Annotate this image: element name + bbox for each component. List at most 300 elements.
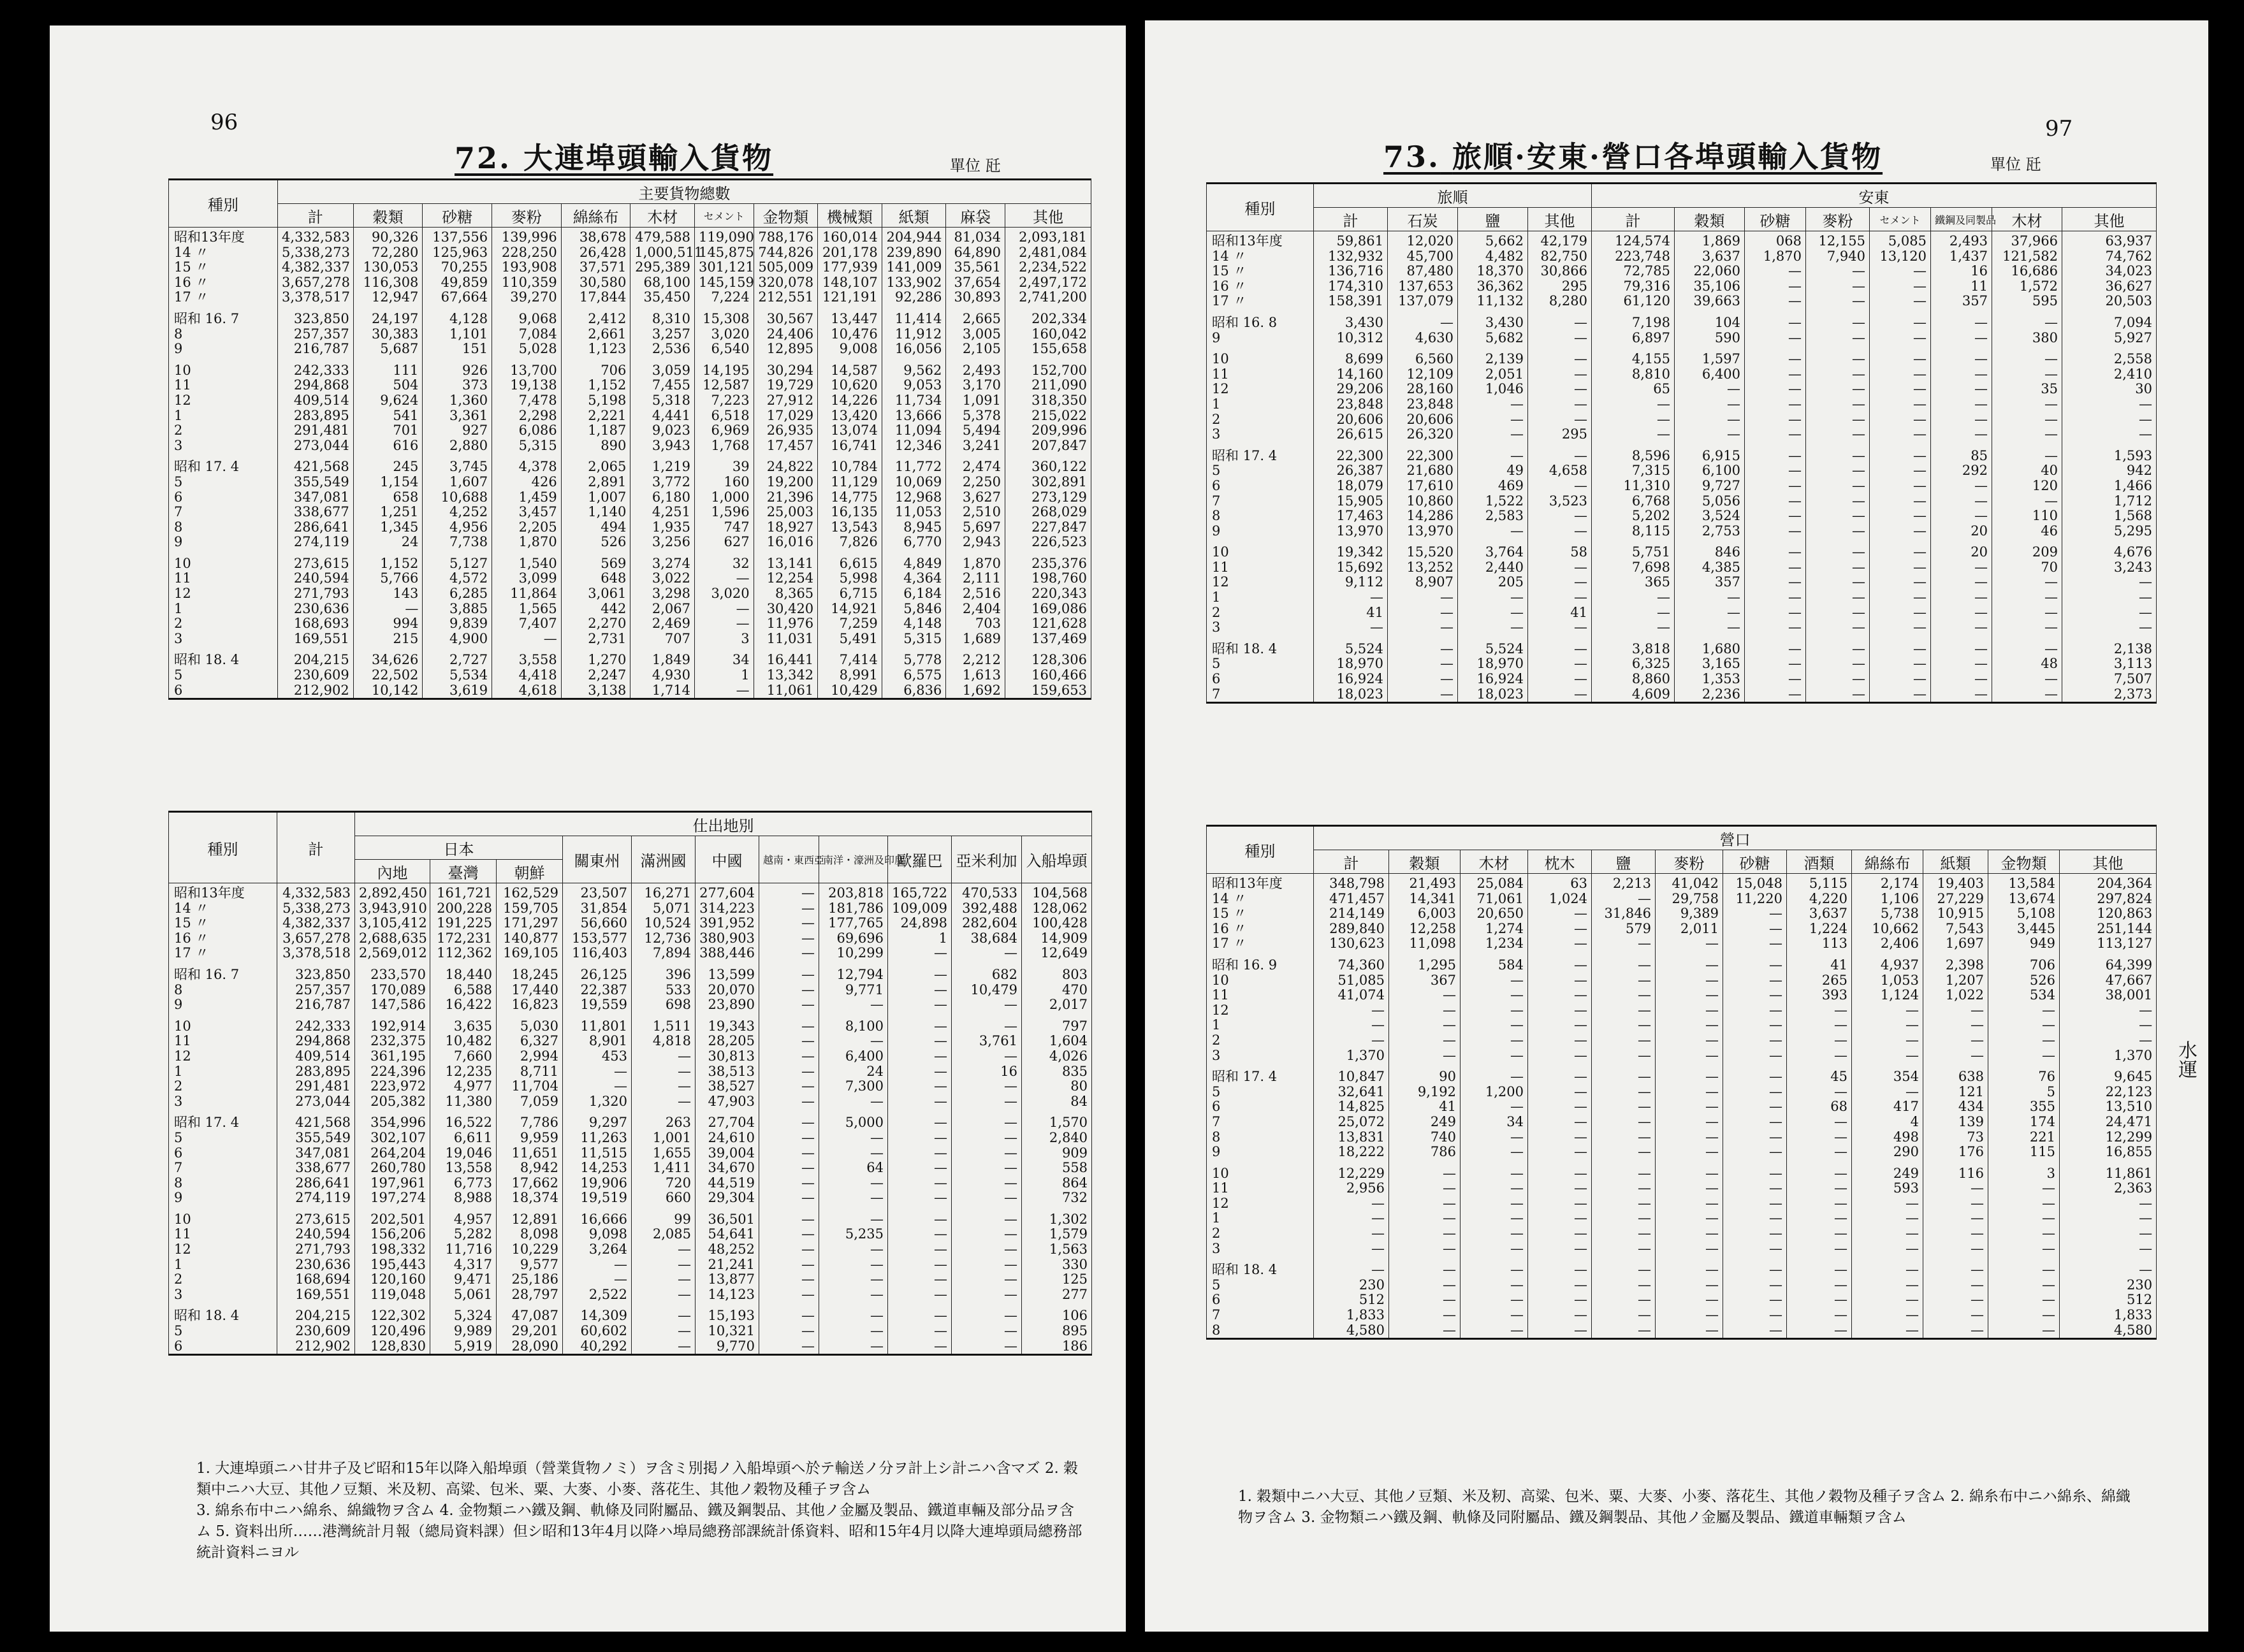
row-label: 9 <box>1207 331 1314 346</box>
table-cell: — <box>759 1212 819 1228</box>
table-cell: 5,282 <box>430 1227 497 1242</box>
table-cell: 846 <box>1675 545 1745 560</box>
table-cell: 1,593 <box>2062 449 2157 464</box>
table-cell: 638 <box>1923 1069 1988 1085</box>
table-cell: 323,850 <box>277 967 355 983</box>
table-cell: — <box>1723 1145 1787 1160</box>
table-cell: 5 <box>1988 1085 2060 1100</box>
table-cell: 120,863 <box>2060 906 2157 922</box>
table-row <box>1207 449 2157 464</box>
col-header: 關東州 <box>563 836 632 883</box>
table-cell: — <box>1870 605 1931 621</box>
table-cell: — <box>888 1049 952 1064</box>
table-cell: 354 <box>1852 1069 1923 1085</box>
table-cell: 323,850 <box>278 312 354 327</box>
table-cell: 8,991 <box>818 668 882 683</box>
col-header: 亞米利加 <box>952 836 1022 883</box>
table-cell: 28,797 <box>497 1287 563 1303</box>
row-label: 11 <box>169 1227 277 1242</box>
table-cell: 136,716 <box>1314 264 1388 279</box>
table-cell: — <box>1852 1226 1923 1242</box>
table-cell: 212,902 <box>277 1339 355 1355</box>
table-cell: 1,689 <box>946 632 1005 647</box>
table-cell: 158,391 <box>1314 294 1388 309</box>
right-bottom-table <box>1206 825 2157 1340</box>
table-cell: 584 <box>1461 958 1528 973</box>
table-row <box>1207 922 2157 937</box>
table-cell: — <box>1870 352 1931 367</box>
table-cell: 5,028 <box>492 342 562 357</box>
table-row <box>1207 397 2157 412</box>
table-cell: 3,523 <box>1528 494 1592 509</box>
table-row <box>1207 1048 2157 1064</box>
table-cell: — <box>1528 590 1592 605</box>
table-cell: — <box>1745 367 1806 382</box>
table-cell: — <box>1931 575 1992 590</box>
col-header: 鹽 <box>1592 850 1656 874</box>
table-cell: 10,662 <box>1852 922 1923 937</box>
table-cell: 1,849 <box>630 653 695 668</box>
table-cell: 177,765 <box>819 916 888 931</box>
table-cell: 835 <box>1022 1064 1092 1080</box>
table-cell: 5,534 <box>423 668 492 683</box>
table-cell: — <box>1528 1278 1592 1293</box>
table-cell: 30,813 <box>696 1049 759 1064</box>
table-row <box>1207 988 2157 1003</box>
table-cell: 1,833 <box>2060 1308 2157 1323</box>
table-cell: 12,736 <box>632 931 696 946</box>
table-cell: 36,501 <box>696 1212 759 1228</box>
table-cell: — <box>1787 1048 1852 1064</box>
table-cell: 1,604 <box>1022 1034 1092 1049</box>
table-cell: — <box>1870 294 1931 309</box>
table-row <box>1207 1323 2157 1339</box>
table-cell: — <box>1723 1003 1787 1018</box>
table-cell: 8,365 <box>754 586 818 602</box>
table-cell: 72,280 <box>353 245 423 261</box>
row-label: 2 <box>1207 412 1314 428</box>
table-cell: 393 <box>1787 988 1852 1003</box>
table-cell: — <box>1806 397 1870 412</box>
table-cell: 6,588 <box>430 983 497 998</box>
table-cell: 211,090 <box>1005 378 1091 393</box>
table-cell: 1,597 <box>1675 352 1745 367</box>
table-cell: 13,831 <box>1314 1130 1389 1145</box>
table-cell: — <box>1992 427 2062 442</box>
table-cell: — <box>1461 1145 1528 1160</box>
row-label: 5 <box>169 1324 277 1339</box>
table-cell: — <box>1528 1166 1592 1182</box>
table-cell: 593 <box>1852 1181 1923 1196</box>
table-cell: 361,195 <box>355 1049 430 1064</box>
table-cell: 744,826 <box>754 245 818 261</box>
table-row <box>169 1019 1092 1034</box>
table-cell: 3,022 <box>630 571 695 586</box>
table-cell: — <box>819 1131 888 1146</box>
table-cell: 3,059 <box>630 363 695 379</box>
table-cell: — <box>1656 1263 1723 1278</box>
row-label: 12 <box>1207 1003 1314 1018</box>
table-cell: 3,361 <box>423 409 492 424</box>
table-cell: — <box>1988 1048 2060 1064</box>
table-cell: 26,125 <box>563 967 632 983</box>
table-cell: 6,560 <box>1388 352 1458 367</box>
table-cell: 1,224 <box>1787 922 1852 937</box>
table-cell: — <box>1675 620 1745 635</box>
table-cell: 195,443 <box>355 1257 430 1273</box>
table-cell: — <box>1806 412 1870 428</box>
table-cell: — <box>1852 1323 1923 1339</box>
table-cell: 3,637 <box>1787 906 1852 922</box>
table-row <box>169 883 1092 901</box>
table-cell: 10,620 <box>818 378 882 393</box>
table-row <box>169 378 1091 393</box>
table-cell: 1,596 <box>695 505 754 520</box>
table-cell: 27,912 <box>754 393 818 409</box>
table-row <box>169 586 1091 602</box>
table-cell: — <box>1806 315 1870 331</box>
table-cell: 20 <box>1931 524 1992 539</box>
table-cell: 5,071 <box>632 901 696 917</box>
table-cell: — <box>1870 427 1931 442</box>
table-cell: 10,312 <box>1314 331 1388 346</box>
table-cell: — <box>819 1272 888 1287</box>
table-cell: 205,382 <box>355 1094 430 1110</box>
table-row <box>169 228 1091 245</box>
table-cell: 2,398 <box>1923 958 1988 973</box>
table-cell: 8,115 <box>1592 524 1675 539</box>
table-cell: 1,466 <box>2062 479 2157 494</box>
table-cell: 19,138 <box>492 378 562 393</box>
table-cell: — <box>1923 1048 1988 1064</box>
table-cell: 2,665 <box>946 312 1005 327</box>
table-cell: 12,299 <box>2060 1130 2157 1145</box>
row-label: 6 <box>1207 479 1314 494</box>
table-cell: — <box>1461 1211 1528 1226</box>
table-cell: 5,202 <box>1592 509 1675 524</box>
table-cell: — <box>759 946 819 961</box>
table-cell: — <box>819 1146 888 1161</box>
row-label: 12 <box>169 1049 277 1064</box>
table-cell: 10,784 <box>818 460 882 475</box>
table-cell: — <box>1592 590 1675 605</box>
table-cell: — <box>1745 264 1806 279</box>
row-label: 17 〃 <box>1207 294 1314 309</box>
col-header: 紙類 <box>1923 850 1988 874</box>
table-row <box>169 245 1091 261</box>
table-cell: 8,098 <box>497 1227 563 1242</box>
col-header: 鐵鋼及同製品 <box>1931 208 1992 231</box>
row-label: 16 〃 <box>169 275 278 291</box>
table-cell: 64,890 <box>946 245 1005 261</box>
table-cell: 4,378 <box>492 460 562 475</box>
table-cell: — <box>1528 620 1592 635</box>
table-cell: 72,785 <box>1592 264 1675 279</box>
table-cell: 7,224 <box>695 290 754 305</box>
table-cell: — <box>1723 1130 1787 1145</box>
row-label: 9 <box>169 535 278 550</box>
table-cell: 12,891 <box>497 1212 563 1228</box>
table-cell: 216,787 <box>278 342 354 357</box>
table-cell: 13,700 <box>492 363 562 379</box>
table-cell: 7,543 <box>1923 922 1988 937</box>
table-cell: — <box>819 1034 888 1049</box>
right-top-corner: 種別 <box>1207 184 1314 231</box>
table-cell: 202,334 <box>1005 312 1091 327</box>
table-cell: 9,068 <box>492 312 562 327</box>
table-cell: 13,074 <box>818 423 882 438</box>
table-cell: 6,540 <box>695 342 754 357</box>
table-cell: 28,160 <box>1388 382 1458 397</box>
table-cell: — <box>1992 494 2062 509</box>
table-cell: — <box>819 1308 888 1324</box>
table-cell: — <box>1656 1099 1723 1115</box>
table-cell: — <box>888 967 952 983</box>
table-cell: 121 <box>1923 1085 1988 1100</box>
table-cell: 209 <box>1992 545 2062 560</box>
row-label: 5 <box>169 668 278 683</box>
table-cell: 3,657,278 <box>277 931 355 946</box>
row-label: 6 <box>169 683 278 699</box>
table-cell: 12,895 <box>754 342 818 357</box>
table-cell: — <box>1592 1308 1656 1323</box>
table-cell: — <box>1931 331 1992 346</box>
row-label: 昭和 17. 4 <box>169 1115 277 1131</box>
table-cell: — <box>1528 922 1592 937</box>
table-cell: 233,570 <box>355 967 430 983</box>
table-cell: 7,259 <box>818 616 882 632</box>
table-cell: 12,229 <box>1314 1166 1389 1182</box>
table-cell: 409,514 <box>277 1049 355 1064</box>
table-cell: 12,235 <box>430 1064 497 1080</box>
table-cell: 1,320 <box>563 1094 632 1110</box>
table-cell: 226,523 <box>1005 535 1091 550</box>
table-cell: 1,234 <box>1461 936 1528 952</box>
table-cell: — <box>1592 1115 1656 1130</box>
col-header: 歐羅巴 <box>888 836 952 883</box>
table-cell: 23,507 <box>563 883 632 901</box>
table-cell: — <box>1592 988 1656 1003</box>
table-cell: 17,463 <box>1314 509 1388 524</box>
table-cell: 5,295 <box>2062 524 2157 539</box>
table-row <box>1207 906 2157 922</box>
table-cell: 338,677 <box>277 1161 355 1176</box>
table-cell: — <box>759 1049 819 1064</box>
table-cell: 2,516 <box>946 586 1005 602</box>
table-cell: 18,440 <box>430 967 497 983</box>
table-cell: — <box>1723 936 1787 952</box>
table-cell: 434 <box>1923 1099 1988 1115</box>
row-label: 8 <box>1207 1130 1314 1145</box>
table-cell: 3,113 <box>2062 656 2157 672</box>
table-row <box>169 602 1091 617</box>
table-cell: — <box>1528 1181 1592 1196</box>
table-cell: 230,636 <box>277 1257 355 1273</box>
left-top-group-header: 主要貨物總數 <box>278 180 1091 204</box>
row-label: 9 <box>169 997 277 1013</box>
table-cell: 41 <box>1389 1099 1461 1115</box>
table-row <box>169 475 1091 490</box>
table-cell: — <box>1461 1048 1528 1064</box>
table-cell: — <box>888 1272 952 1287</box>
table-cell: — <box>1923 1196 1988 1212</box>
table-cell: 273,615 <box>277 1212 355 1228</box>
table-cell: 2,727 <box>423 653 492 668</box>
table-cell: 209,996 <box>1005 423 1091 438</box>
table-cell: 3,165 <box>1675 656 1745 672</box>
table-cell: 18,023 <box>1314 687 1388 703</box>
table-cell: — <box>1458 412 1528 428</box>
table-cell: — <box>1656 973 1723 989</box>
table-cell: — <box>1992 642 2062 657</box>
table-cell: 706 <box>561 363 630 379</box>
table-row <box>1207 1003 2157 1018</box>
table-cell: 20,503 <box>2062 294 2157 309</box>
table-cell: — <box>952 946 1022 961</box>
table-cell: — <box>1931 687 1992 703</box>
table-cell: — <box>1592 1242 1656 1257</box>
table-cell: 141,009 <box>882 260 946 275</box>
table-cell: 8,988 <box>430 1191 497 1206</box>
table-cell: 109,009 <box>888 901 952 917</box>
table-cell: 1,000,511 <box>630 245 695 261</box>
table-cell: 26,428 <box>561 245 630 261</box>
table-cell: — <box>952 1191 1022 1206</box>
table-cell: — <box>1931 672 1992 687</box>
row-label: 1 <box>169 1257 277 1273</box>
table-cell: 15,520 <box>1388 545 1458 560</box>
table-cell: — <box>759 1094 819 1110</box>
table-cell: — <box>1723 1323 1787 1339</box>
table-cell: — <box>1787 1242 1852 1257</box>
table-cell: — <box>1931 382 1992 397</box>
col-header: 穀類 <box>1389 850 1461 874</box>
table-cell: — <box>1458 590 1528 605</box>
row-label: 16 〃 <box>169 931 277 946</box>
table-cell: — <box>1787 1293 1852 1308</box>
table-cell: 648 <box>561 571 630 586</box>
table-cell: 191,225 <box>430 916 497 931</box>
table-cell: 2,497,172 <box>1005 275 1091 291</box>
table-cell: — <box>1528 397 1592 412</box>
table-cell: — <box>1745 687 1806 703</box>
table-cell: 119,048 <box>355 1287 430 1303</box>
table-cell: 26,615 <box>1314 427 1388 442</box>
table-cell: 1,870 <box>1745 249 1806 264</box>
table-row <box>169 1049 1092 1064</box>
table-row <box>1207 1033 2157 1048</box>
table-cell: — <box>1870 479 1931 494</box>
table-cell: 28,090 <box>497 1339 563 1355</box>
table-cell: — <box>759 1064 819 1080</box>
table-cell: 2,139 <box>1458 352 1528 367</box>
table-cell: 19,906 <box>563 1176 632 1191</box>
table-cell: — <box>1723 906 1787 922</box>
table-cell: 3,099 <box>492 571 562 586</box>
table-cell: 504 <box>353 378 423 393</box>
col-header: 砂糖 <box>1723 850 1787 874</box>
table-row <box>169 1131 1092 1146</box>
row-label: 5 <box>1207 1278 1314 1293</box>
table-cell: 162,529 <box>497 883 563 901</box>
table-cell: — <box>1931 620 1992 635</box>
table-cell: 41 <box>1787 958 1852 973</box>
table-cell: — <box>1988 1211 2060 1226</box>
table-cell: — <box>888 1146 952 1161</box>
table-cell: — <box>1992 620 2062 635</box>
table-cell: 1,360 <box>423 393 492 409</box>
table-cell: — <box>759 967 819 983</box>
table-cell: — <box>1528 412 1592 428</box>
table-cell: 38,678 <box>561 228 630 245</box>
table-cell: — <box>1787 1308 1852 1323</box>
table-cell: — <box>1870 672 1931 687</box>
table-cell: 11,704 <box>497 1079 563 1094</box>
row-label: 9 <box>169 1191 277 1206</box>
table-cell: — <box>1461 973 1528 989</box>
table-cell: — <box>1992 590 2062 605</box>
table-cell: — <box>888 997 952 1013</box>
table-cell: 14,195 <box>695 363 754 379</box>
table-cell: — <box>1931 479 1992 494</box>
table-cell: 85 <box>1931 449 1992 464</box>
table-cell: 202,501 <box>355 1212 430 1228</box>
table-cell: 6,575 <box>882 668 946 683</box>
table-cell: 11,912 <box>882 327 946 342</box>
table-cell: — <box>1461 1226 1528 1242</box>
row-label: 11 <box>169 1034 277 1049</box>
table-cell: 111 <box>353 363 423 379</box>
table-cell: 46 <box>1992 524 2062 539</box>
row-label: 7 <box>1207 1308 1314 1323</box>
table-cell: — <box>759 983 819 998</box>
table-cell: 140,877 <box>497 931 563 946</box>
table-cell: 7,738 <box>423 535 492 550</box>
table-cell: — <box>2062 575 2157 590</box>
table-cell: 239,890 <box>882 245 946 261</box>
table-cell: 479,588 <box>630 228 695 245</box>
table-cell: 16,823 <box>497 997 563 1013</box>
table-cell: — <box>1806 672 1870 687</box>
table-cell: — <box>1745 560 1806 576</box>
table-cell: 283,895 <box>277 1064 355 1080</box>
table-cell: 9,989 <box>430 1324 497 1339</box>
table-cell: 18,222 <box>1314 1145 1389 1160</box>
side-margin-label: 水運 <box>2175 1040 2197 1078</box>
table-cell: 45 <box>1787 1069 1852 1085</box>
table-cell: — <box>759 1257 819 1273</box>
table-cell: — <box>759 1034 819 1049</box>
table-cell: 4,332,583 <box>278 228 354 245</box>
row-label: 5 <box>169 1131 277 1146</box>
table-cell: 9,471 <box>430 1272 497 1287</box>
table-cell: 471,457 <box>1314 892 1389 907</box>
table-cell: 240,594 <box>277 1227 355 1242</box>
table-cell: — <box>1528 315 1592 331</box>
table-cell: 6,770 <box>882 535 946 550</box>
row-label: 10 <box>169 556 278 572</box>
table-cell: 9,053 <box>882 378 946 393</box>
table-cell: 277,604 <box>696 883 759 901</box>
row-label: 15 〃 <box>169 260 278 275</box>
table-cell: 2,270 <box>561 616 630 632</box>
col-header: 南洋・濠洲及印度 <box>819 836 888 883</box>
table-cell: 7,507 <box>2062 672 2157 687</box>
table-cell: 4,630 <box>1388 331 1458 346</box>
table-cell: — <box>1745 449 1806 464</box>
table-cell: 116,308 <box>353 275 423 291</box>
row-label: 6 <box>169 1339 277 1355</box>
